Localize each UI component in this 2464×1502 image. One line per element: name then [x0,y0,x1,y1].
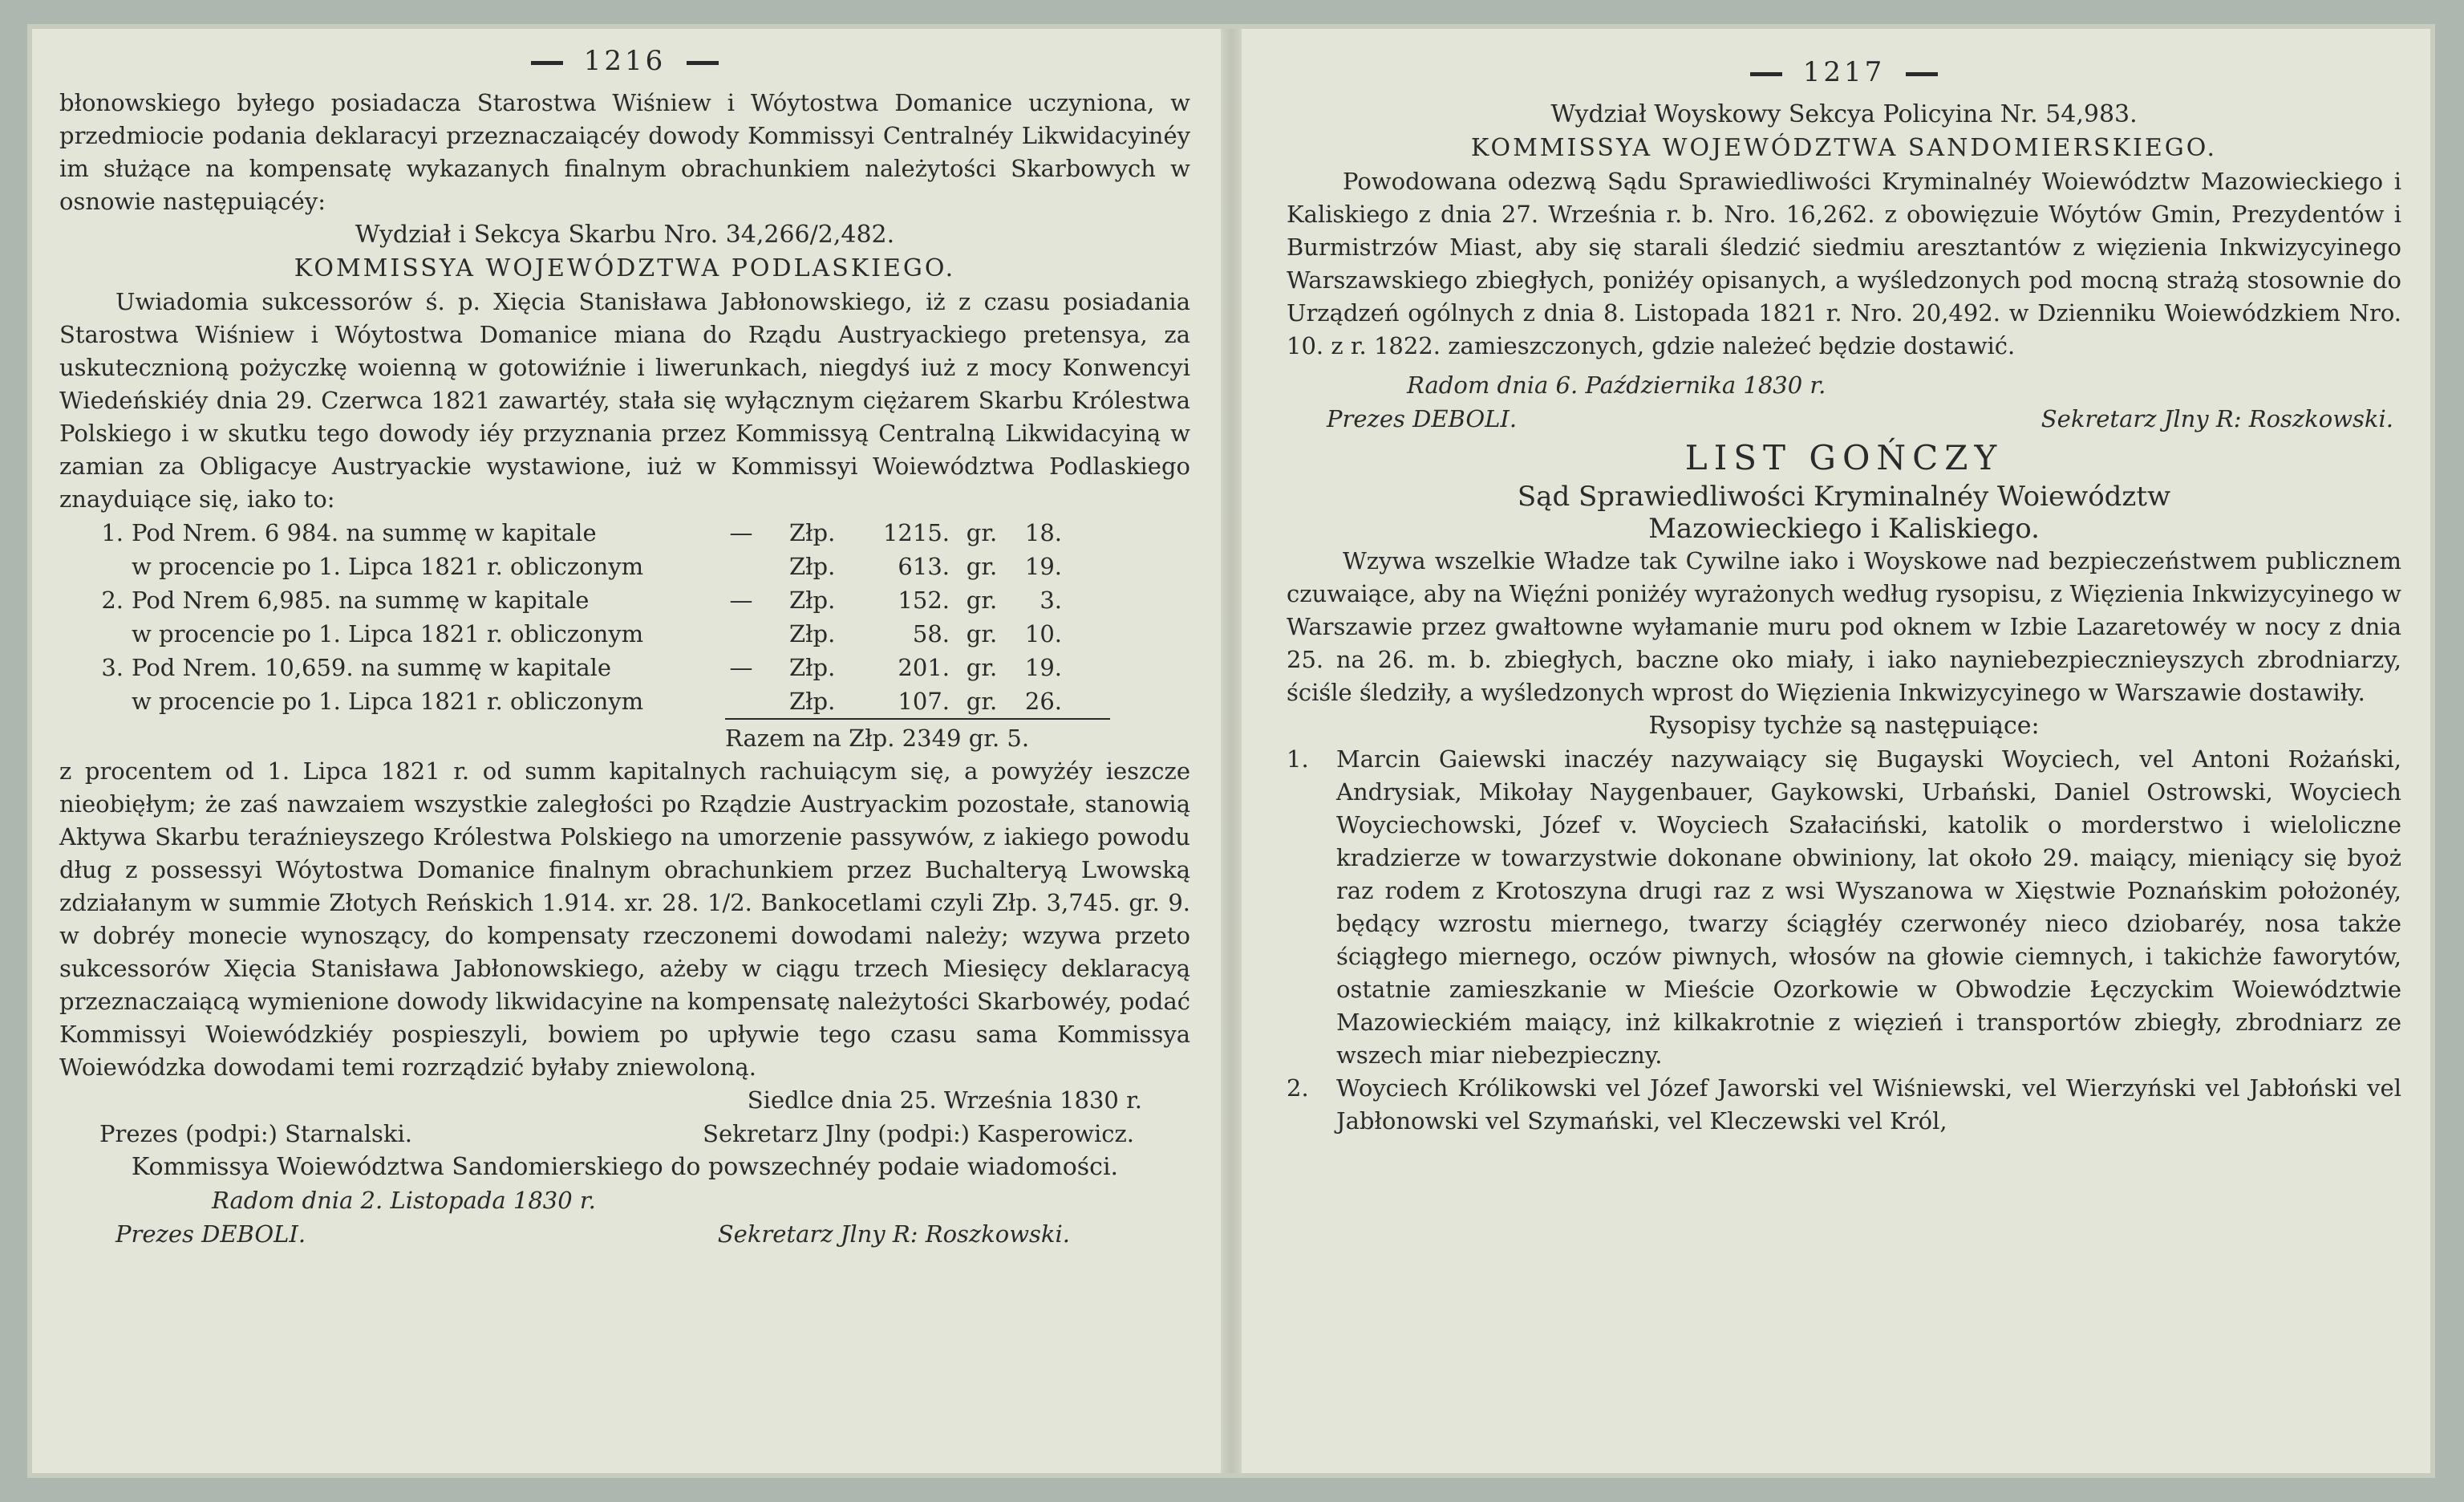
commission-heading: KOMMISSYA WOJEWÓDZTWA SANDOMIERSKIEGO. [1470,134,2218,162]
list-item: 1. Marcin Gaiewski inaczéy nazywaiący się Bugayski Woyciech, vel Antoni Rożański, Andrysiak, Mikołay Naygenbauer, Gaykowski, Urbański, Daniel Ostrowski, Woyciech Woyciechowski, Józef v. Woyciech Szałaciński, katolik o morderstwo i wieloliczne kradzierze w towarzystwie dokonane obwiniony, lat około 29. maiący, mieniący się byoż raz rodem z Krotoszyna drugi raz z wsi Wyszanowa w Xięstwie Poznańskim położonéy, będący wzrostu miernego, twarzy ściągłéy czerwonéy nieco dziobaréy, nosa także ściągłego miernego, oczów piwnych, włosów na głowie ciemnych, i takichże faworytów, ostatnie zamieszkanie w Mieście Ozorkowie w Obwodzie Łęczyckim Woiewództwie Mazowieckiém maiący, inż kilkakrotnie z więzień i transportów zbiegły, zbrodniarz ze wszech miar niebezpieczny. [1287,745,2401,1069]
table-row: 2. Pod Nrem 6,985. na summę w kapitale — Złp. 152. gr. 3. [101,587,1062,614]
secretary-signature: Sekretarz Jlny (podpi:) Kasperowicz. [703,1120,1134,1147]
intro-paragraph: błonowskiego byłego posiadacza Starostwa Wiśniew i Wóytostwa Domanice uczyniona, w przedmiocie podania deklaracyi przeznaczaiącéy dowody Kommissyi Centralnéy Likwidacyinéy im służące na kompensatę wykazanych finalnym obrachunkiem należytości Skarbowych w osnowie następuiącéy: [59,89,1190,215]
department-line: Wydział Woyskowy Sekcya Policyina Nr. 54,983. [1550,100,2138,128]
table-row: w procencie po 1. Lipca 1821 r. obliczonym Złp. 107. gr. 26. [132,688,1062,715]
date-place: Siedlce dnia 25. Września 1830 r. [747,1086,1142,1114]
book-gutter [1221,29,1242,1473]
amounts-table [59,516,1190,755]
book-spread [32,29,2430,1473]
table-total: Razem na Złp. 2349 gr. 5. [59,718,1190,755]
list-title: LIST GOŃCZY [1684,438,2004,477]
page-number: 1216 [59,45,1190,77]
closing-signatures [1287,402,2401,436]
court-name-2: Mazowieckiego i Kaliskiego. [1648,513,2040,545]
prezes-signature: Prezes DEBOLI. [116,1220,306,1248]
page-number: 1217 [1287,56,2401,88]
president-signature: Prezes (podpi:) Starnalski. [99,1120,412,1147]
commission-heading: KOMMISSYA WOJEWÓDZTWA PODLASKIEGO. [294,254,956,282]
closing-signatures [59,1217,1190,1251]
table-row: 1. Pod Nrem. 6 984. na summę w kapitale — Złp. 1215. gr. 18. [101,519,1062,546]
list-item: 2. Woyciech Królikowski vel Józef Jaworski vel Wiśniewski, vel Wierzyński vel Jabłoński vel Jabłonowski vel Szymański, vel Kleczewski vel Król, [1287,1074,2401,1135]
prezes-signature: Prezes DEBOLI. [1327,405,1518,432]
table-row: w procencie po 1. Lipca 1821 r. obliczonym Złp. 613. gr. 19. [132,553,1062,580]
notice-paragraph: Powodowana odezwą Sądu Sprawiedliwości Kryminalnéy Woiewództw Mazowieckiego i Kaliskiego z dnia 27. Września r. b. Nro. 16,262. z obowięzuie Wóytów Gmin, Prezydentów i Burmistrzów Miast, aby się starali śledzić siedmiu aresztantów z więzienia Inkwizycyinego Warszawskiego zbiegłych, poniżéy opisanych, a wyśledzonych pod mocną strażą stosownie do Urządzeń ogólnych z dnia 8. Listopada 1821 r. Nro. 20,492. w Dzienniku Woiewódzkiem Nro. 10. z r. 1822. zamieszczonych, gdzie należeć będzie dostawić. [1287,168,2401,359]
warrant-paragraph: Wzywa wszelkie Władze tak Cywilne iako i Woyskowe nad bezpieczeństwem publicznem czuwaiące, aby na Więźni poniżéy wyrażonych według rysopisu, z Więzienia Inkwizycyinego w Warszawie przez gwałtowne wyłamanie muru pod oknem w Izbie Lazaretowéy w nocy z dnia 25. na 26. m. b. zbiegłych, baczne oko miały, i iako nayniebezpiecznieyszych zbrodniarzy, ściśle śledziły, a wyśledzonych wprost do Więzienia Inkwizycyinego w Warszawie dostawiły. [1287,547,2401,706]
right-page [1242,29,2430,1473]
rysopisy-heading: Rysopisy tychże są następuiące: [1648,712,2040,740]
sekretarz-signature: Sekretarz Jlny R: Roszkowski. [2040,405,2393,432]
notice-paragraph: Uwiadomia sukcessorów ś. p. Xięcia Stanisława Jabłonowskiego, iż z czasu posiadania Starostwa Wiśniew i Wóytostwa Domanice miana do Rządu Austryackiego pretensya, za uskutecznioną pożyczkę woienną w gotowiźnie i liwerunkach, niegdyś iuż z mocy Konwencyi Wiedeńskiéy dnia 29. Czerwca 1821 zawartéy, stała się wyłącznym ciężarem Skarbu Królestwa Polskiego i w skutku tego dowody iéy przyznania przez Kommissyą Centralną Likwidacyiną w zamian za Obligacye Austryackie wystawione, iuż w Kommissyi Woiewództwa Podlaskiego znayduiące się, iako to: [59,288,1190,513]
table-row: 3. Pod Nrem. 10,659. na summę w kapitale — Złp. 201. gr. 19. [101,654,1062,681]
body-paragraph: z procentem od 1. Lipca 1821 r. od summ kapitalnych rachuiącym się, a powyżéy ieszcze nieobięłym; że zaś nawzaiem wszystkie zaległości po Rządzie Austryackim pozostałe, stanowią Aktywa Skarbu teraźnieyszego Królestwa Polskiego na umorzenie passywów, z iakiego powodu dług z possessyi Wóytostwa Domanice finalnym obrachunkiem przez Buchalteryą Lwowską zdziałanym w summie Złotych Reńskich 1.914. xr. 28. 1/2. Bankocetlami czyli Złp. 3,745. gr. 9. w dobréy monecie wynoszący, do kompensaty rzeczonemi dowodami należy; wzywa przeto sukcessorów Xięcia Stanisława Jabłonowskiego, ażeby w ciągu trzech Miesięcy deklaracyą przeznaczaiącą wymienione dowody likwidacyine na kompensatę należytości Skarbowéy, podać Kommissyi Woiewódzkiéy pospieszyli, bowiem po upływie tego czasu sama Kommissya Woiewódzka dowodami temi rozrządzić byłaby zniewoloną. [59,757,1190,1081]
table-row: w procencie po 1. Lipca 1821 r. obliczonym Złp. 58. gr. 10. [132,620,1062,647]
radom-date: Radom dnia 2. Listopada 1830 r. [212,1187,596,1214]
department-line: Wydział i Sekcya Skarbu Nro. 34,266/2,482. [355,221,895,249]
sekretarz-signature: Sekretarz Jlny R: Roszkowski. [717,1220,1070,1248]
court-name: Sąd Sprawiedliwości Kryminalnéy Woiewództw [1517,481,2171,513]
signatures [59,1117,1190,1151]
radom-date: Radom dnia 6. Października 1830 r. [1407,371,1826,399]
left-page [32,29,1221,1473]
announcement: Kommissya Woiewództwa Sandomierskiego do powszechnéy podaie wiadomości. [131,1153,1119,1181]
